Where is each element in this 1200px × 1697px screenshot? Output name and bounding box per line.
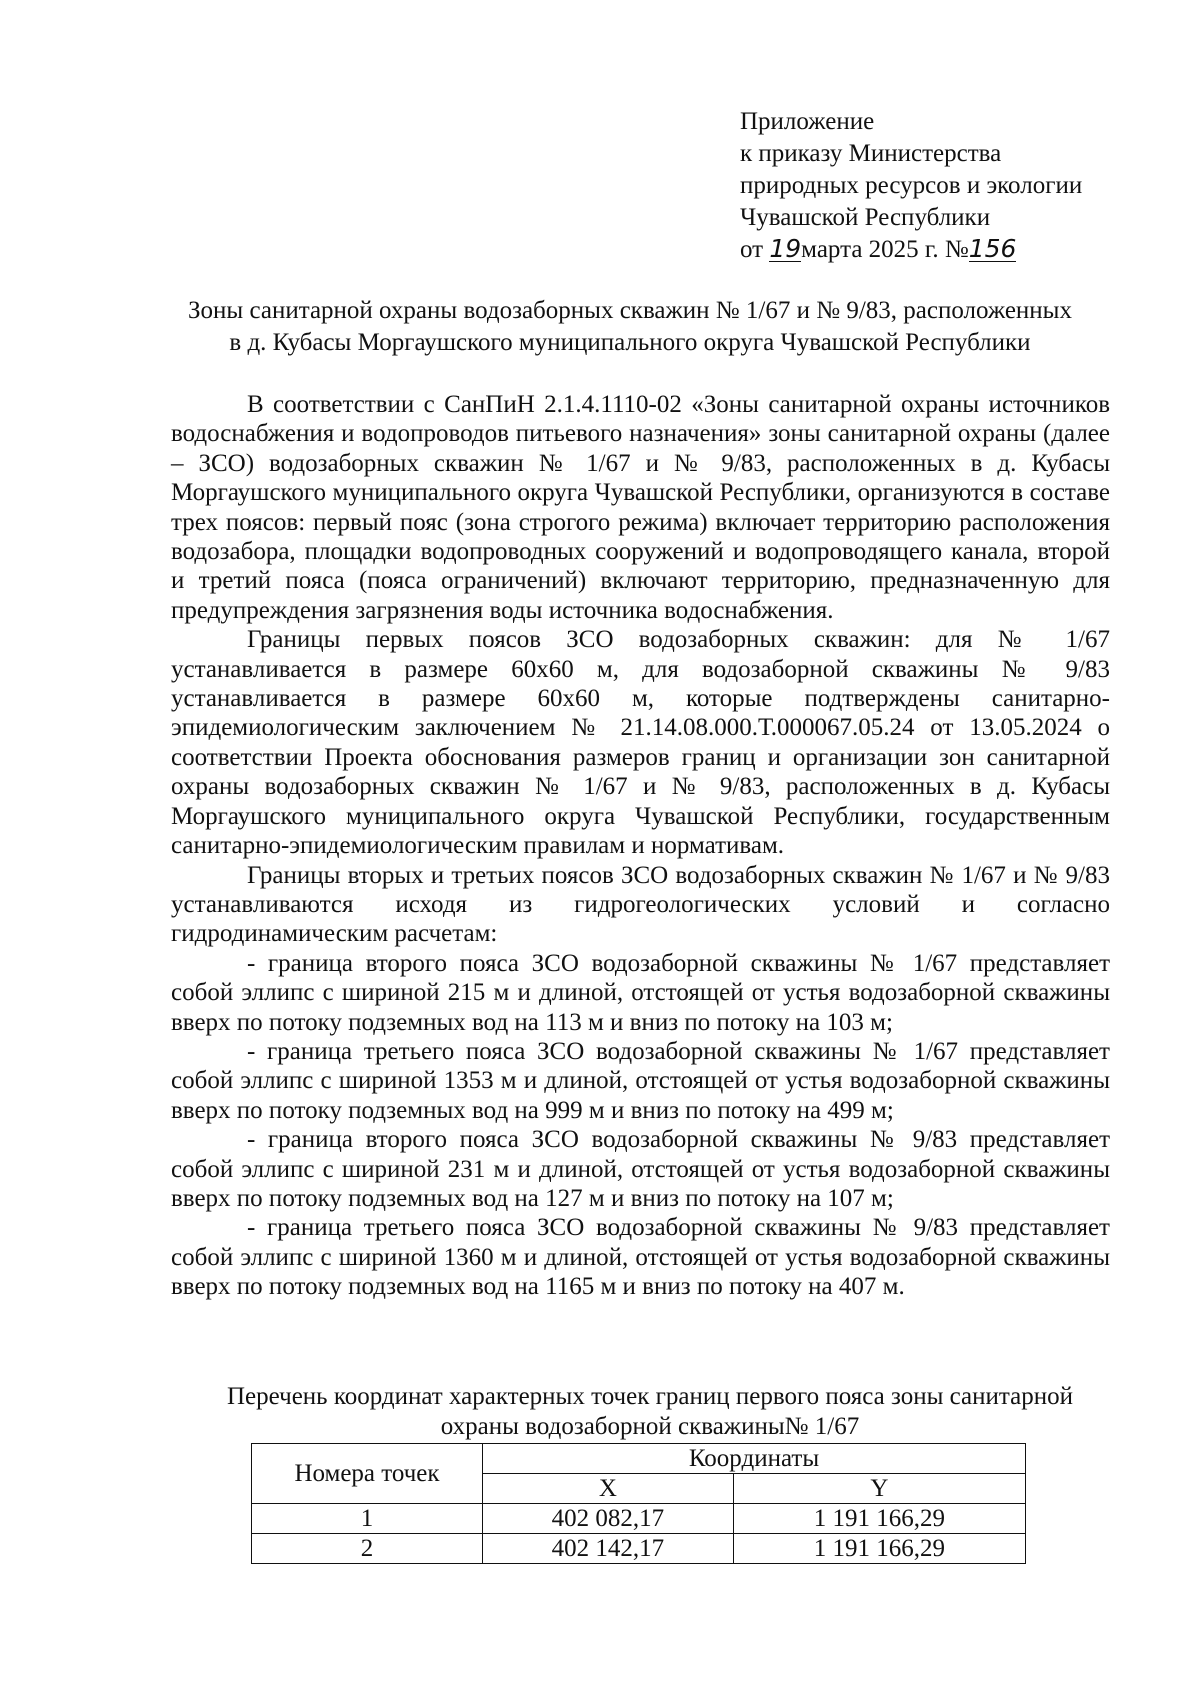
- coordinates-table: [251, 1443, 1026, 1564]
- appendix-line: к приказу Министерства: [740, 140, 1002, 167]
- appendix-line: природных ресурсов и экологии: [740, 172, 1083, 199]
- list-item: - граница второго пояса ЗСО водозаборной скважины № 1/67 представляет собой эллипс с шириной 215 м и длиной, отстоящей от устья водозаборной скважины вверх по потоку подземных вод на 113 м и вниз по потоку на 103 м;: [171, 949, 1110, 1036]
- header-y: Y: [733, 1474, 1025, 1504]
- table-title-line: Перечень координат характерных точек границ первого пояса зоны санитарной: [227, 1383, 1073, 1410]
- date-day: 19: [769, 234, 802, 263]
- date-prefix: от: [740, 236, 764, 263]
- order-number: 156: [968, 234, 1017, 263]
- table-row: [252, 1504, 1026, 1534]
- cell-point-number: 1: [252, 1504, 483, 1534]
- cell-point-number: 2: [252, 1534, 483, 1564]
- paragraph: В соответствии с СанПиН 2.1.4.1110-02 «Зоны санитарной охраны источников водоснабжения и водопроводов питьевого назначения» зоны санитарной охраны (далее – ЗСО) водозаборных скважин № 1/67 и № 9/83, расположенных в д. Кубасы Моргаушского муниципального округа Чувашской Республики, организуются в составе трех поясов: первый пояс (зона строгого режима) включает территорию расположения водозабора, площадки водопроводных сооружений и водопроводящего канала, второй и третий пояса (пояса ограничений) включают территорию, предназначенную для предупреждения загрязнения воды источника водоснабжения.: [171, 391, 1110, 624]
- list-item: - граница третьего пояса ЗСО водозаборной скважины № 1/67 представляет собой эллипс с шириной 1353 м и длиной, отстоящей от устья водозаборной скважины вверх по потоку подземных вод на 999 м и вниз по потоку на 499 м;: [171, 1037, 1110, 1124]
- title-line: Зоны санитарной охраны водозаборных скважин № 1/67 и № 9/83, расположенных: [188, 297, 1072, 324]
- table-title-line: охраны водозаборной скважины№ 1/67: [440, 1413, 860, 1440]
- appendix-line: Чувашской Республики: [740, 204, 991, 231]
- list-item: - граница второго пояса ЗСО водозаборной скважины № 9/83 представляет собой эллипс с шириной 231 м и длиной, отстоящей от устья водозаборной скважины вверх по потоку подземных вод на 127 м и вниз по потоку на 107 м;: [171, 1126, 1110, 1212]
- cell-y: 1 191 166,29: [733, 1504, 1025, 1534]
- title-line: в д. Кубасы Моргаушского муниципального округа Чувашской Республики: [229, 329, 1031, 356]
- appendix-date: [740, 234, 1082, 266]
- cell-x: 402 082,17: [483, 1504, 734, 1534]
- header-coordinates: Координаты: [483, 1444, 1026, 1474]
- table-row: [252, 1534, 1026, 1564]
- date-rest: марта 2025 г. №: [801, 236, 969, 263]
- cell-y: 1 191 166,29: [733, 1534, 1025, 1564]
- list-item: - граница третьего пояса ЗСО водозаборной скважины № 9/83 представляет собой эллипс с шириной 1360 м и длиной, отстоящей от устья водозаборной скважины вверх по потоку подземных вод на 1165 м и вниз по потоку на 407 м.: [171, 1214, 1110, 1301]
- paragraph: Границы вторых и третьих поясов ЗСО водозаборных скважин № 1/67 и № 9/83 устанавливаются исходя из гидрогеологических условий и согласно гидродинамическим расчетам:: [171, 861, 1110, 948]
- paragraph: Границы первых поясов ЗСО водозаборных скважин: для № 1/67 устанавливается в размере 60х60 м, для водозаборной скважины № 9/83 устанавливается в размере 60х60 м, которые подтверждены санитарно-эпидемиологическим заключением № 21.14.08.000.Т.000067.05.24 от 13.05.2024 о соответствии Проекта обоснования размеров границ и организации зон санитарной охраны водозаборных скважин № 1/67 и № 9/83, расположенных в д. Кубасы Моргаушского муниципального округа Чувашской Республики, государственным санитарно-эпидемиологическим правилам и нормативам.: [171, 626, 1110, 860]
- table-title: [150, 1382, 1150, 1442]
- document-body: [171, 390, 1110, 1302]
- appendix-line: Приложение: [740, 108, 875, 135]
- header-points: Номера точек: [252, 1444, 483, 1504]
- cell-x: 402 142,17: [483, 1534, 734, 1564]
- header-x: X: [483, 1474, 734, 1504]
- table-header-row: [252, 1444, 1026, 1474]
- document-title: [150, 295, 1110, 359]
- appendix-block: [740, 106, 1082, 266]
